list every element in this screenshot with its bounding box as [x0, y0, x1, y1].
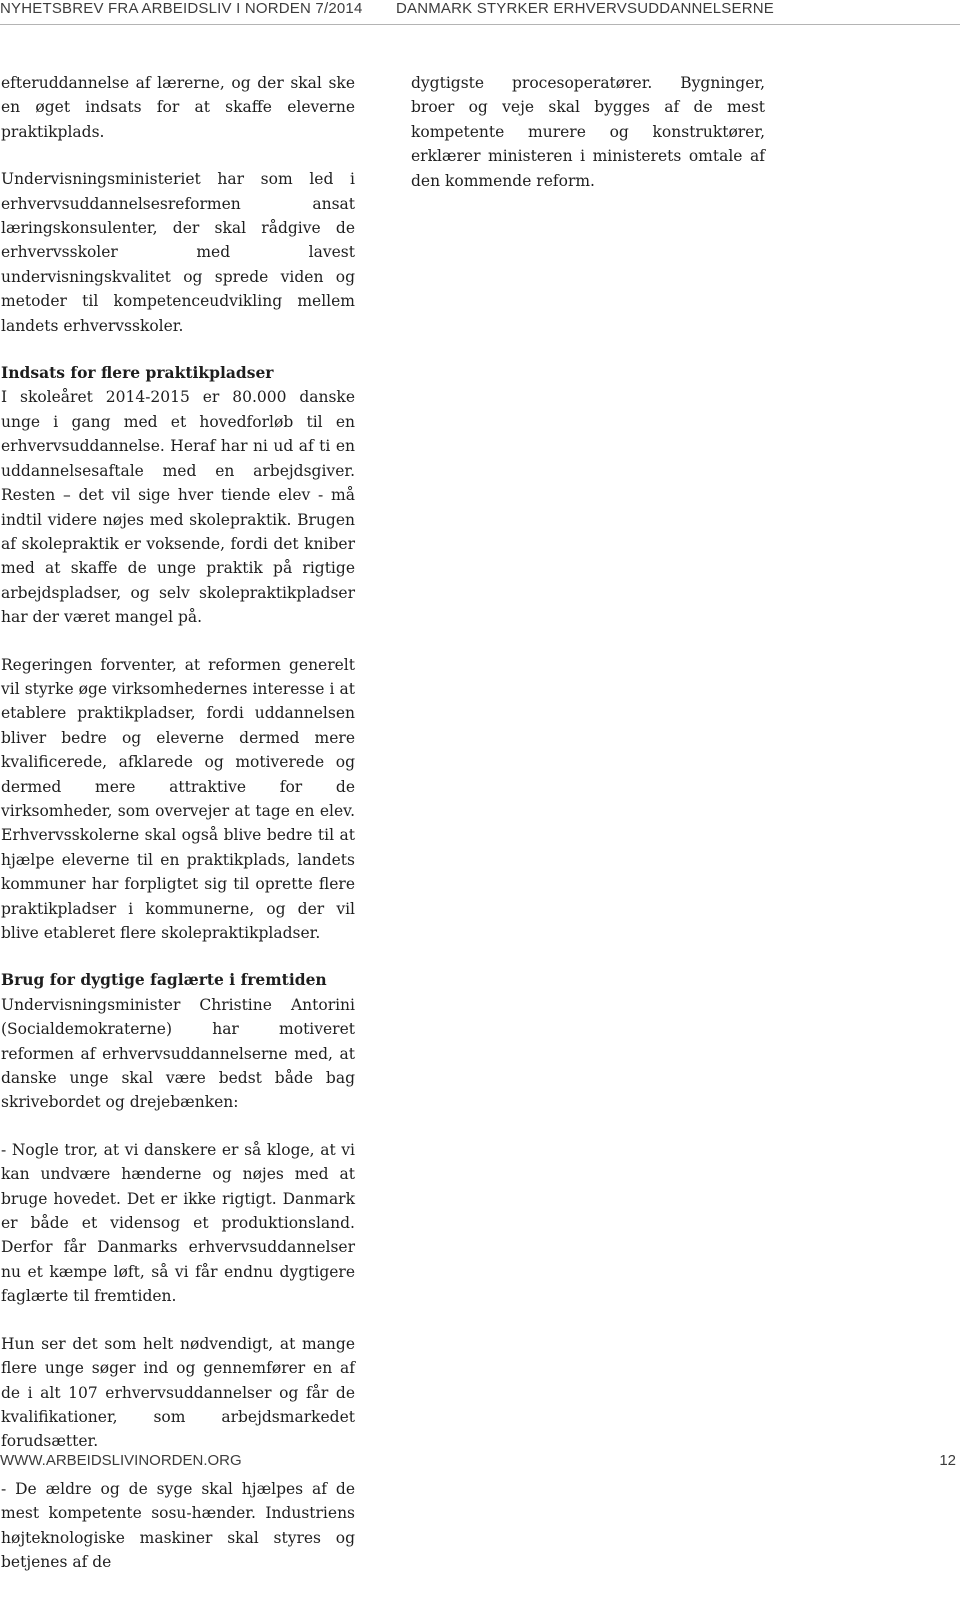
- subheading: Indsats for flere praktikpladser: [1, 363, 274, 383]
- paragraph: dygtigste procesoperatører. Bygninger, broer og veje skal bygges af de mest kompetente murere og konstruktører, erklærer ministeren i ministerets omtale af den kommende reform.: [411, 74, 765, 190]
- page-header: [0, 0, 960, 20]
- paragraph: Regeringen forventer, at reformen generelt vil styrke øge virksomhedernes interesse i at etablere praktikpladser, fordi uddannelsen bliver bedre og eleverne dermed mere kvalificerede, afklarede og motiverede og dermed mere attraktive for de virksomheder, som overvejer at tage en elev. Erhvervsskolerne skal også blive bedre til at hjælpe eleverne til en praktikplads, landets kommuner har forpligtet sig til oprette flere praktikpladser i kommunerne, og der vil blive etableret flere skolepraktikpladser.: [1, 655, 355, 942]
- section-title: DANMARK STYRKER ERHVERVSUDDANNELSERNE: [395, 0, 774, 17]
- header-divider: [0, 24, 960, 25]
- page-number: 12: [939, 1452, 956, 1469]
- newsletter-title: NYHETSBREV FRA ARBEIDSLIV I NORDEN 7/2014: [0, 0, 363, 17]
- quote-paragraph: - De ældre og de syge skal hjælpes af de mest kompetente sosu-hænder. Industriens højteknologiske maskiner skal styres og betjenes af de: [1, 1479, 355, 1571]
- text-column-right: [411, 71, 765, 216]
- page-footer: [0, 1452, 960, 1470]
- quote-paragraph: - Nogle tror, at vi danskere er så kloge, at vi kan undvære hænderne og nøjes med at bruge hovedet. Det er ikke rigtigt. Danmark er både et vidensog et produktionsland. Derfor får Danmarks erhvervsuddannelser nu et kæmpe løft, så vi får endnu dygtigere faglærte til fremtiden.: [1, 1140, 355, 1306]
- website-link[interactable]: WWW.ARBEIDSLIVINORDEN.ORG: [0, 1452, 242, 1469]
- paragraph: Undervisningsministeriet har som led i erhvervsuddannelsesreformen ansat læringskonsulenter, der skal rådgive de erhvervsskoler med lavest undervisningskvalitet og sprede viden og metoder til kompetenceudvikling mellem landets erhvervsskoler.: [1, 170, 355, 335]
- paragraph: I skoleåret 2014-2015 er 80.000 danske unge i gang med et hovedforløb til en erhvervsuddannelse. Heraf har ni ud af ti en uddannelsesaftale med en arbejdsgiver. Resten – det vil sige hver tiende elev - må indtil videre nøjes med skolepraktik. Brugen af skolepraktik er voksende, fordi det kniber med at skaffe de unge praktik på rigtige arbejdspladser, og selv skolepraktikpladser har der været mangel på.: [1, 388, 355, 627]
- subheading: Brug for dygtige faglærte i fremtiden: [1, 970, 327, 990]
- paragraph: Hun ser det som helt nødvendigt, at mange flere unge søger ind og gennemfører en af de i alt 107 erhvervsuddannelser og får de kvalifikationer, som arbejdsmarkedet forudsætter.: [1, 1334, 355, 1451]
- paragraph: efteruddannelse af lærerne, og der skal ske en øget indsats for at skaffe eleverne praktikplads.: [1, 74, 355, 141]
- paragraph: Undervisningsminister Christine Antorini (Socialdemokraterne) har motiveret reformen af erhvervsuddannelserne med, at danske unge skal være bedst både bag skrivebordet og drejebænken:: [1, 995, 355, 1112]
- text-column-left: [1, 71, 355, 1597]
